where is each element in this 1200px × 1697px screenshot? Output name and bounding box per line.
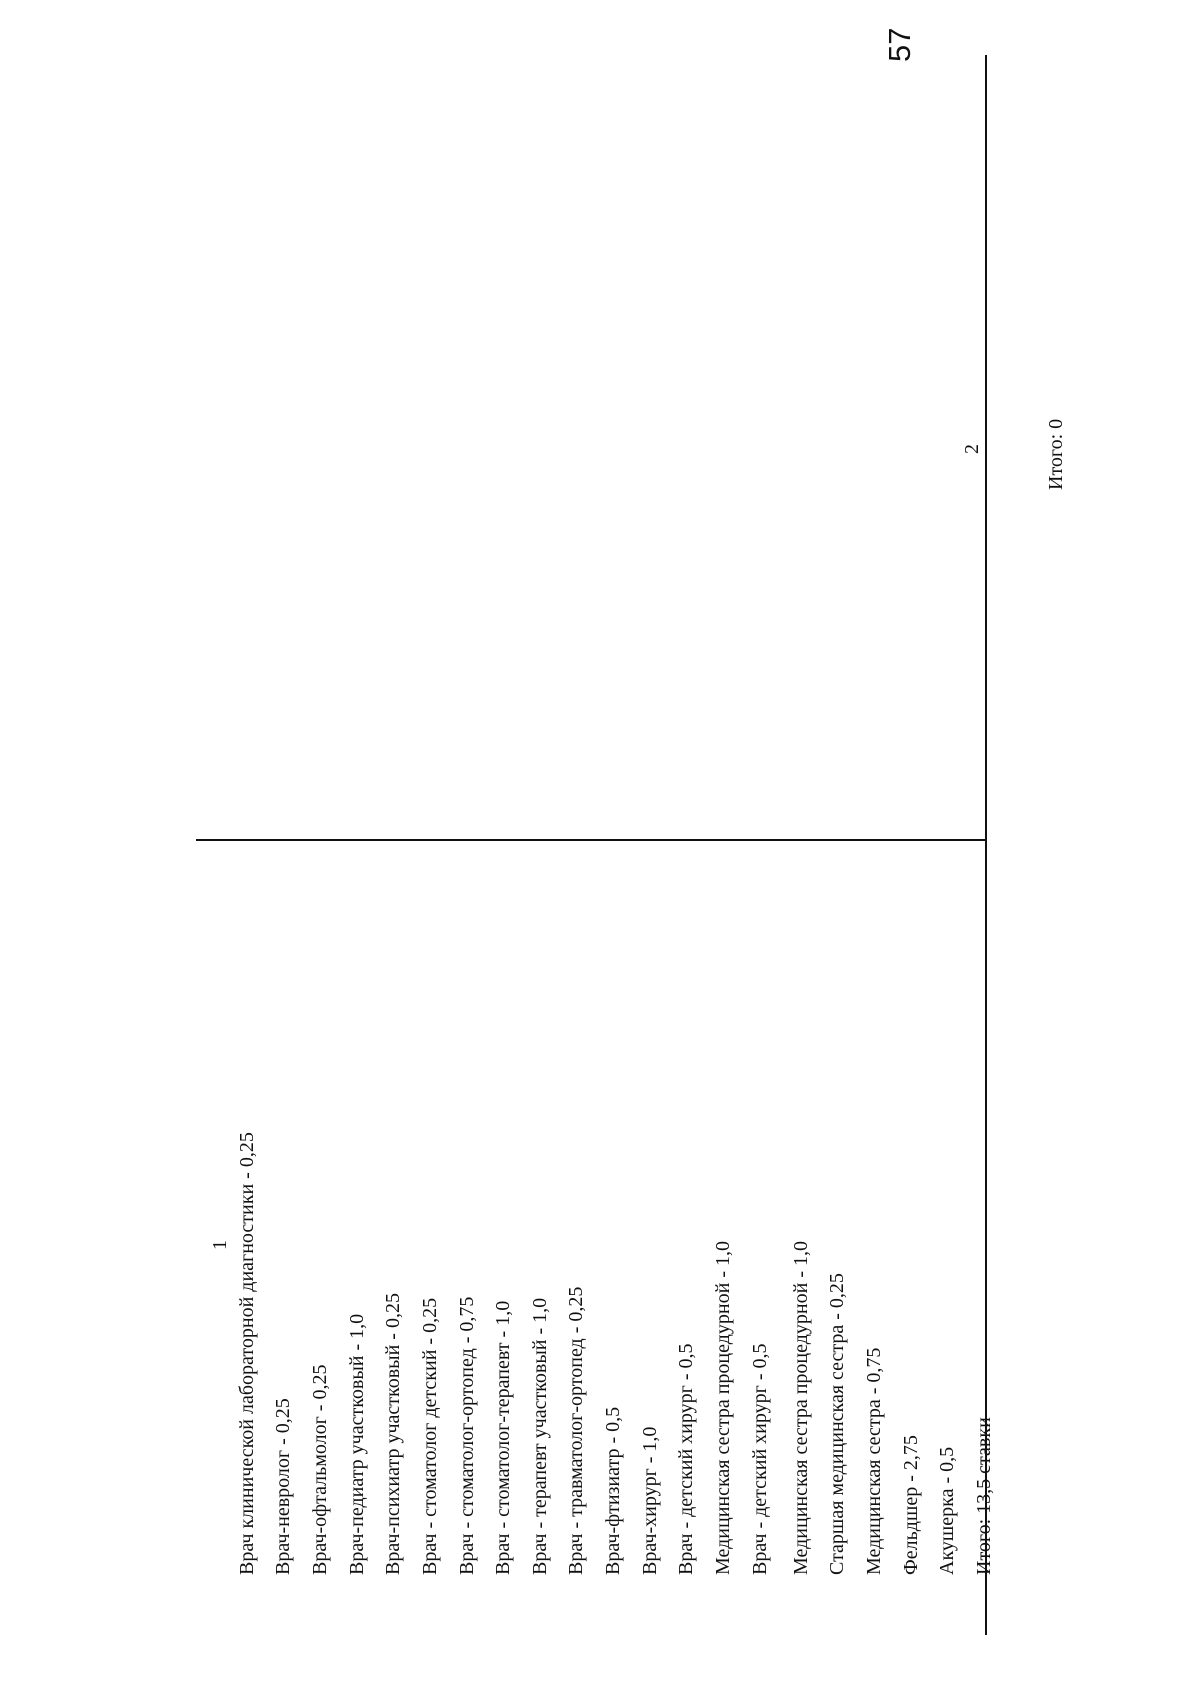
column-divider: [196, 839, 986, 841]
list-item: Врач - травматолог-ортопед - 0,25: [565, 1286, 587, 1575]
list-item: Врач-психиатр участковый - 0,25: [382, 1293, 404, 1575]
list-item: Врач клинической лабораторной диагностики - 0,25: [236, 1132, 258, 1575]
table-header-rule: [985, 55, 987, 1635]
column-header-2: 2: [961, 444, 983, 454]
list-item: Врач - стоматолог детский - 0,25: [419, 1297, 441, 1575]
column-header-1: 1: [209, 1240, 231, 1250]
list-item: Врач - терапевт участковый - 1,0: [529, 1297, 551, 1575]
list-item: Врач-педиатр участковый - 1,0: [346, 1313, 368, 1575]
list-item: Врач - детский хирург - 0,5: [675, 1343, 697, 1575]
list-item: Врач-офтальмолог - 0,25: [309, 1364, 331, 1575]
list-item: Врач - стоматолог-ортопед - 0,75: [456, 1296, 478, 1575]
list-item: Фельдшер - 2,75: [900, 1435, 922, 1575]
list-item: Врач-невролог - 0,25: [272, 1398, 294, 1575]
list-item: Медицинская сестра процедурной - 1,0: [790, 1241, 812, 1575]
column-2-total: Итого: 0: [1045, 418, 1067, 490]
page-number: 57: [882, 27, 917, 62]
list-item: Итого: 13,5 ставки: [973, 1417, 995, 1575]
list-item: Врач - стоматолог-терапевт - 1,0: [492, 1300, 514, 1575]
list-item: Акушерка - 0,5: [936, 1446, 958, 1575]
list-item: Врач-хирург - 1,0: [639, 1426, 661, 1575]
list-item: Старшая медицинская сестра - 0,25: [826, 1273, 848, 1575]
list-item: Медицинская сестра процедурной - 1,0: [712, 1241, 734, 1575]
list-item: Врач-фтизиатр - 0,5: [602, 1406, 624, 1575]
list-item: Медицинская сестра - 0,75: [863, 1347, 885, 1575]
list-item: Врач - детский хирург - 0,5: [749, 1343, 771, 1575]
